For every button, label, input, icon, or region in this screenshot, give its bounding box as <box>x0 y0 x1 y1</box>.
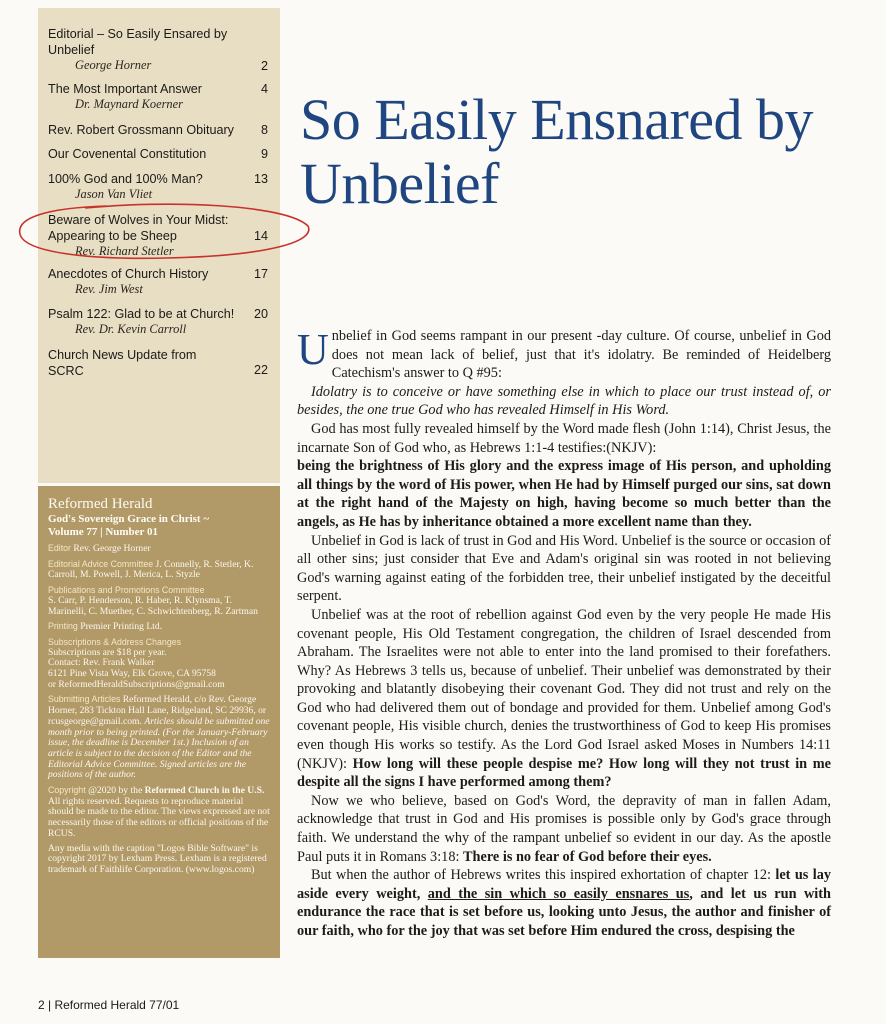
drop-cap: U <box>297 325 329 374</box>
toc-title: Beware of Wolves in Your Midst: Appearing to be Sheep <box>48 213 229 243</box>
toc-title: Rev. Robert Grossmann Obituary <box>48 123 234 137</box>
label: Submitting Articles <box>48 694 121 705</box>
masthead-subscriptions <box>48 637 270 691</box>
label: Printing <box>48 621 78 632</box>
toc-title: Editorial – So Easily Ensared by Unbelief <box>48 27 228 57</box>
toc-entry[interactable] <box>48 171 272 202</box>
value: J. Connelly, R. Stetler, K. Carroll, M. Powell, J. Merica, L. Styzle <box>48 558 254 581</box>
toc-page: 2 <box>260 59 268 73</box>
toc-title: The Most Important Answer <box>48 82 202 96</box>
page-footer: 2 | Reformed Herald 77/01 <box>38 998 180 1012</box>
toc-page: 14 <box>253 229 268 243</box>
masthead-subtitle: God's Sovereign Grace in Christ ~ <box>48 513 210 525</box>
paragraph <box>297 327 831 383</box>
toc-author: Dr. Maynard Koerner <box>75 97 183 111</box>
masthead-box <box>38 486 280 958</box>
toc-entry[interactable] <box>48 347 198 379</box>
paragraph: Unbelief in God is lack of trust in God and His Word. Unbelief is the source or occasion of all other sins; just consider that Eve and Adam's original sin was rooted in not believing God's warning against eating of the forbidden tree, their unbelief instigated by the deceitful serpent. <box>297 532 831 605</box>
toc-title: Our Covenental Constitution <box>48 147 207 161</box>
email-link[interactable]: or ReformedHeraldSubscriptions@gmail.com <box>48 678 225 690</box>
value: Reformed Church in the U.S. <box>144 785 265 797</box>
value: Reformed Herald, c/o Rev. George Horner, 283 Tickton Hall Lane, Ridgeland, SC 29936, or rcusgeorge@gmail.com. <box>48 694 267 727</box>
paragraph <box>297 606 831 792</box>
note: Articles should be submitted one month prior to being printed. (For the January-February issue, the deadline is December 1st.) Inclusion of an article is subject to the decision of the Editor and the Editorial Advice Committee. Signed articles are the positions of the author. <box>48 715 270 781</box>
toc-entry[interactable] <box>48 122 272 138</box>
toc-entry[interactable] <box>48 266 272 297</box>
toc-title: Anecdotes of Church History <box>48 267 209 281</box>
toc-page: 13 <box>253 172 268 186</box>
label: Publications and Promotions Committee <box>48 585 205 596</box>
paragraph: God has most fully revealed himself by the Word made flesh (John 1:14), Christ Jesus, the incarnate Son of God who, as Hebrews 1:1-4 testifies:(NKJV): <box>297 420 831 456</box>
toc-title: Psalm 122: Glad to be at Church! <box>48 307 235 321</box>
scripture-quote: , and let us run with endurance the race that is set before us, looking unto Jesus, the author and finisher of our faith, who for the joy that was set before Him endured the cross, despising the <box>297 885 831 939</box>
label: Editor <box>48 543 71 553</box>
toc-entry[interactable] <box>48 81 272 112</box>
value: @2020 by the <box>88 785 143 797</box>
toc-page: 9 <box>260 147 268 161</box>
label: Editorial Advice Committee <box>48 558 154 569</box>
quote-paragraph: Idolatry is to conceive or have something else in which to place our trust instead of, or besides, the one true God who has revealed Himself in His Word. <box>297 383 831 419</box>
masthead-editor <box>48 543 270 555</box>
toc-entry[interactable] <box>48 212 272 259</box>
table-of-contents <box>38 8 280 483</box>
scripture-quote: being the brightness of His glory and the express image of His person, and upholding all things by the word of His power, when He had by Himself purged our sins, sat down at the right hand of the Majesty on high, having become so much better than the angels, as He has by inheritance obtained a more excellent name than they. <box>297 458 831 530</box>
paragraph-text: Now we who believe, based on God's Word, the depravity of man in fallen Adam, acknowledge that trust in God and His promises is possible only by God's grace through faith. We understand the why of the rampant unbelief so evident in our day. As the apostle Paul puts it in Romans 3:18: <box>297 792 831 865</box>
toc-author: George Horner <box>75 58 152 72</box>
paragraph <box>297 792 831 866</box>
toc-author: Rev. Dr. Kevin Carroll <box>75 322 187 336</box>
masthead-advice <box>48 559 270 581</box>
paragraph-text: nbelief in God seems rampant in our present -day culture. Of course, unbelief in God does not mean lack of belief, just that it's idolatry. Be reminded of Heidelberg Catechism's answer to Q #95: <box>331 328 831 382</box>
value: Premier Printing Ltd. <box>80 621 163 633</box>
value: Subscriptions are $18 per year. <box>48 646 167 658</box>
toc-page: 17 <box>253 267 268 281</box>
masthead-volume: Volume 77 | Number 01 <box>48 526 158 538</box>
toc-entry[interactable] <box>48 306 272 337</box>
paragraph-text: But when the author of Hebrews writes this inspired exhortation of chapter 12: <box>311 867 776 884</box>
toc-page: 20 <box>253 307 268 321</box>
value: S. Carr, P. Henderson, R. Haber, R. Klynsma, T. Marinelli, C. Muether, C. Schwichtenberg, R. Zartman <box>48 594 258 617</box>
masthead-copyright <box>48 785 270 840</box>
toc-title: Church News Update from SCRC <box>48 348 197 378</box>
toc-entry[interactable] <box>48 26 272 73</box>
toc-page: 22 <box>254 363 269 377</box>
masthead-logos: Any media with the caption "Logos Bible Software" is copyright 2017 by Lexham Press. Lexham is a registered trademark of Faithlife Corporation. (www.logos.com) <box>48 842 267 875</box>
value: Rev. George Horner <box>73 543 151 554</box>
toc-author: Rev. Richard Stetler <box>75 244 174 258</box>
paragraph-text: Unbelief was at the root of rebellion against God even by the very people He made His covenant people, His Old Testament congregation, the children of Israel descended from Abraham. The Israelites were not able to enter into the land promised to their forefathers. Why? As Hebrews 3 tells us, because of unbelief. Their unbelief was demonstrated by their provoking and blatantly disobeying their covenant God. They did not trust and rely on the God who had delivered them out of bondage and provided for them. Unbelief among God's covenant people, His visible church, denies the trustworthiness of God to keep His promises even though His works so testify. As the Lord God Israel asked Moses in Numbers 14:11 (NKJV): <box>297 606 831 772</box>
label: Subscriptions & Address Changes <box>48 636 182 647</box>
scripture-quote: let us lay aside every weight, <box>297 867 831 902</box>
toc-author: Jason Van Vliet <box>75 187 153 201</box>
value: 6121 Pine Vista Way, Elk Grove, CA 95758 <box>48 668 216 680</box>
scripture-quote: There is no fear of God before their eyes. <box>463 848 712 865</box>
value: Contact: Rev. Frank Walker <box>48 657 155 669</box>
article-body <box>297 327 831 941</box>
article-headline: So Easily Ensnared by Unbelief <box>300 87 814 216</box>
toc-entry[interactable] <box>48 146 272 162</box>
label: Copyright <box>48 785 86 796</box>
masthead-printing <box>48 621 270 633</box>
paragraph <box>297 866 831 940</box>
toc-title: 100% God and 100% Man? <box>48 172 203 186</box>
masthead-brand: Reformed Herald <box>48 496 153 512</box>
toc-page: 8 <box>260 123 268 137</box>
value: All rights reserved. Requests to reproduce material should be made to the editor. The views expressed are not necessarily those of the editors or official positions of the RCUS. <box>48 795 270 839</box>
scripture-quote: How long will these people despise me? How long will they not trust in me despite all the signs I have performed among them? <box>297 755 832 791</box>
masthead-publications <box>48 585 270 617</box>
underlined-quote: and the sin which so easily ensnares us <box>427 885 690 902</box>
toc-page: 4 <box>260 82 268 96</box>
toc-author: Rev. Jim West <box>75 282 143 296</box>
masthead-submitting <box>48 694 270 781</box>
